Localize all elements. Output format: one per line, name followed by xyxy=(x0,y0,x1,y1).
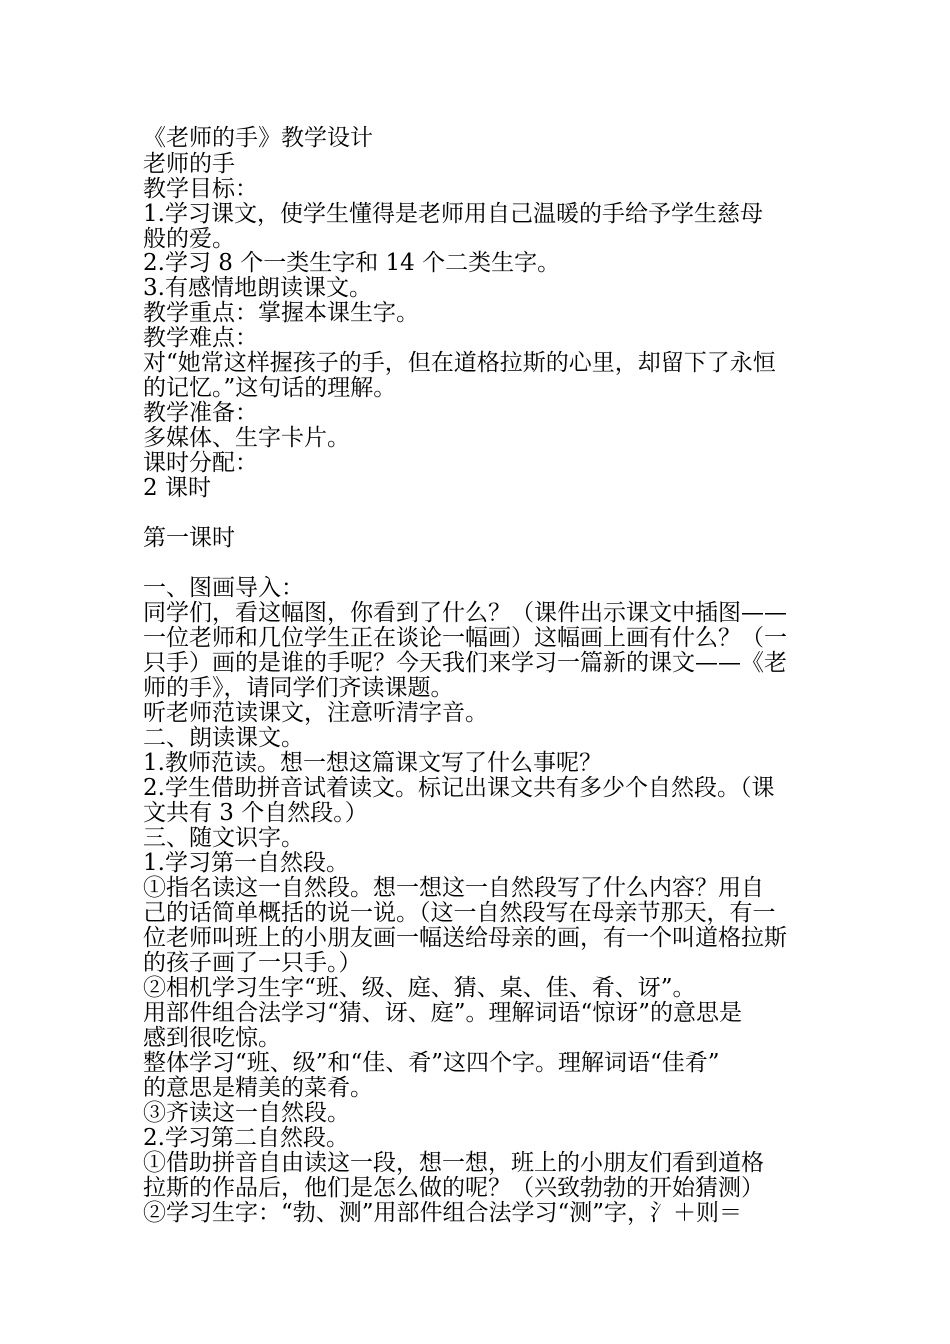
text-line: 对“她常这样握孩子的手，但在道格拉斯的心里，却留下了永恒 xyxy=(143,350,776,376)
text-line: 课时分配： xyxy=(143,450,258,476)
text-line: 文共有 3 个自然段。） xyxy=(143,800,368,826)
text-line: 己的话简单概括的说一说。（这一自然段写在母亲节那天，有一 xyxy=(143,900,776,926)
text-line: 2.学习 8 个一类生字和 14 个二类生字。 xyxy=(143,250,561,276)
document-title: 《老师的手》教学设计 xyxy=(143,125,373,151)
text-line: ②学习生字：“勃、测”用部件组合法学习“测”字，氵＋则＝ xyxy=(143,1200,743,1226)
text-line: 的记忆。”这句话的理解。 xyxy=(143,375,397,401)
text-line: 同学们，看这幅图，你看到了什么？（课件出示课文中插图—— xyxy=(143,600,787,626)
text-line: 只手）画的是谁的手呢？今天我们来学习一篇新的课文——《老 xyxy=(143,650,787,676)
section-heading: 第一课时 xyxy=(143,525,235,551)
text-line: ③齐读这一自然段。 xyxy=(143,1100,350,1126)
text-line: 的孩子画了一只手。） xyxy=(143,950,362,976)
text-line: 师的手》，请同学们齐读课题。 xyxy=(143,675,454,701)
text-line: 二、朗读课文。 xyxy=(143,725,304,751)
text-line: 3.有感情地朗读课文。 xyxy=(143,275,372,301)
text-line: 1.学习第一自然段。 xyxy=(143,850,349,876)
text-line: 一、图画导入： xyxy=(143,575,304,601)
text-line: 听老师范读课文，注意听清字音。 xyxy=(143,700,488,726)
text-line: ②相机学习生字“班、级、庭、猜、桌、佳、肴、讶”。 xyxy=(143,975,696,1001)
text-line: 的意思是精美的菜肴。 xyxy=(143,1075,373,1101)
text-line: 位老师叫班上的小朋友画一幅送给母亲的画，有一个叫道格拉斯 xyxy=(143,925,787,951)
text-line: 感到很吃惊。 xyxy=(143,1025,281,1051)
text-line: 2.学习第二自然段。 xyxy=(143,1125,349,1151)
text-line: 般的爱。 xyxy=(143,226,235,252)
text-line: 教学目标： xyxy=(143,176,258,202)
text-line: ①指名读这一自然段。想一想这一自然段写了什么内容？用自 xyxy=(143,875,764,901)
text-line: 多媒体、生字卡片。 xyxy=(143,425,350,451)
text-line: 用部件组合法学习“猜、讶、庭”。理解词语“惊讶”的意思是 xyxy=(143,1000,743,1026)
text-line: ①借助拼音自由读这一段，想一想，班上的小朋友们看到道格 xyxy=(143,1150,764,1176)
lesson-title: 老师的手 xyxy=(143,151,235,177)
text-line: 教学难点： xyxy=(143,325,258,351)
text-line: 拉斯的作品后，他们是怎么做的呢？（兴致勃勃的开始猜测） xyxy=(143,1175,764,1201)
text-line: 1.教师范读。想一想这篇课文写了什么事呢？ xyxy=(143,750,602,776)
text-line: 一位老师和几位学生正在谈论一幅画）这幅画上画有什么？（一 xyxy=(143,625,787,651)
text-line: 2 课时 xyxy=(143,475,211,501)
text-line: 整体学习“班、级”和“佳、肴”这四个字。理解词语“佳肴” xyxy=(143,1050,720,1076)
text-line: 教学重点：掌握本课生字。 xyxy=(143,300,419,326)
text-line: 2.学生借助拼音试着读文。标记出课文共有多少个自然段。（课 xyxy=(143,775,775,801)
text-line: 教学准备： xyxy=(143,400,258,426)
text-line: 三、随文识字。 xyxy=(143,825,304,851)
text-line: 1.学习课文，使学生懂得是老师用自己温暖的手给予学生慈母 xyxy=(143,201,763,227)
